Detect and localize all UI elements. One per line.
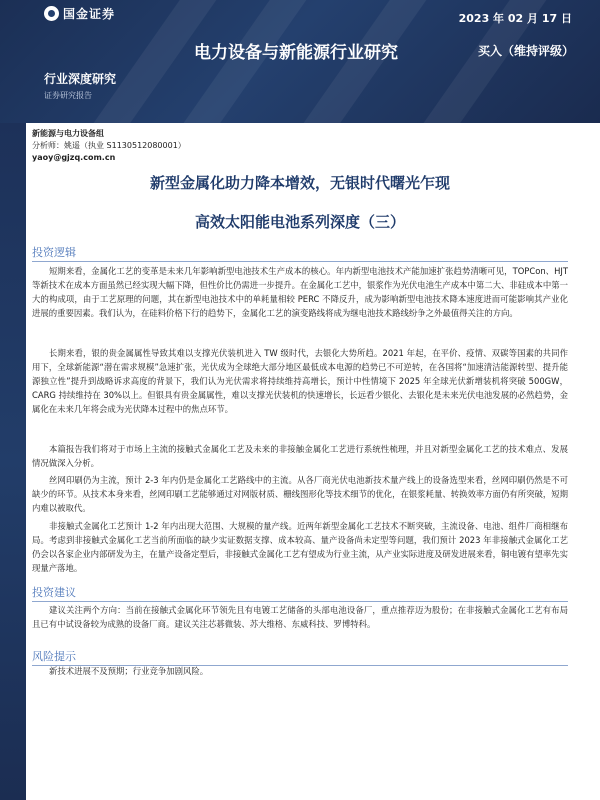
paragraph: 短期来看，金属化工艺的变革是未来几年影响新型电池技术生产成本的核心。年内新型电池技术产能加速扩张趋势清晰可见，TOPCon、HJT 等新技术在成本方面虽然已经实现大幅下降，但性价比仍需进一步提升。在金属化工艺中，银浆作为光伏电池生产成本中第二大、非硅成本中第一大的构成项，由于工艺原理的问题，其在新型电池技术中的单耗量相较 PERC 不降反升，成为影响新型电池技术降本速度进而可能影响其产业化进展的重要因素。我们认为，在硅料价格下行的趋势下，金属化工艺的演变路线将成为继电池技术路线纷争之外最值得关注的方向。 — [32, 266, 568, 318]
section-heading-logic: 投资逻辑 — [32, 244, 568, 262]
sub-title: 高效太阳能电池系列深度（三） — [194, 213, 405, 231]
doc-type: 行业深度研究 — [44, 72, 117, 86]
team-name: 新能源与电力设备组 — [32, 129, 104, 138]
logo-text: 国金证券 — [63, 7, 116, 21]
paragraph: 非接触式金属化工艺预计 1-2 年内出现大范围、大规模的量产线。近两年新型金属化工艺技术不断突破，主流设备、电池、组件厂商相继布局。考虑到非接触式金属化工艺当前所面临的缺少实证数据支撑、成本较高、量产设备尚未定型等问题，我们预计 2023 年非接触式金属化工艺仍会以各家企业内部研发为主，在量产设备定型后，非接触式金属化工艺有望成为行业主流，从产业实际进度及研发进展来看，铜电镀有望率先实现量产落地。 — [32, 521, 568, 573]
section-heading-risk: 风险提示 — [32, 648, 568, 666]
analyst-email: yaoy@gjzq.com.cn — [32, 153, 116, 162]
logo-icon — [44, 6, 59, 21]
analyst-info — [32, 128, 186, 164]
analyst-name: 分析师：姚遥（执业 S1130512080001） — [32, 141, 186, 150]
rating-badge: 买入（维持评级） — [478, 44, 575, 58]
doc-subtype: 证券研究报告 — [44, 91, 92, 100]
report-title: 电力设备与新能源行业研究 — [194, 43, 398, 63]
brand-logo — [44, 5, 115, 22]
paragraph: 长期来看，银的贵金属属性导致其难以支撑光伏装机进入 TW 级时代，去银化大势所趋。2021 年起，在平价、疫情、双碳等国素的共同作用下，全球新能源“潜在需求规模”急速扩张，光伏成为全球绝大部分地区最低成本电源的趋势已不可逆转，在各国将“加速清洁能源转型、提升能源独立性”提升到战略诉求高度的背景下，我们认为光伏需求将持续维持高增长，预计中性情境下 2025 年全球光伏新增装机将突破 500GW，CARG 持续维持在 30%以上。但银具有贵金属属性，难以支撑光伏装机的快速增长，长远看少银化、去银化是未来光伏电池发展的必然趋势，金属化在未来几年将会成为光伏降本过程中的焦点环节。 — [32, 348, 568, 414]
report-date: 2023 年 02 月 17 日 — [458, 12, 572, 25]
main-title: 新型金属化助力降本增效，无银时代曙光乍现 — [149, 174, 450, 192]
paragraph: 新技术进展不及预期；行业竞争加剧风险。 — [49, 666, 209, 676]
report-header — [0, 0, 600, 123]
paragraph: 建议关注两个方向：当前在接触式金属化环节领先且有电镀工艺储备的头部电池设备厂，重点推荐迈为股份；在非接触式金属化工艺有布局且已有中试设备较为成熟的设备厂商。建议关注芯碁微装、苏大维格、东威科技、罗博特科。 — [32, 605, 568, 629]
paragraph: 丝网印刷仍为主流，预计 2-3 年内仍是金属化工艺路线中的主流。从各厂商光伏电池新技术量产线上的设备选型来看，丝网印刷仍然是不可缺少的环节。从技术本身来看，丝网印刷工艺能够通过对网版材质、栅线图形化等技术细节的优化，在银浆耗量、转换效率方面仍有所突破，短期内难以被取代。 — [32, 475, 568, 513]
section-heading-advice: 投资建议 — [32, 584, 568, 602]
paragraph: 本篇报告我们将对于市场上主流的接触式金属化工艺及未来的非接触金属化工艺进行系统性梳理，并且对新型金属化工艺的技术难点、发展情况做深入分析。 — [32, 444, 568, 468]
